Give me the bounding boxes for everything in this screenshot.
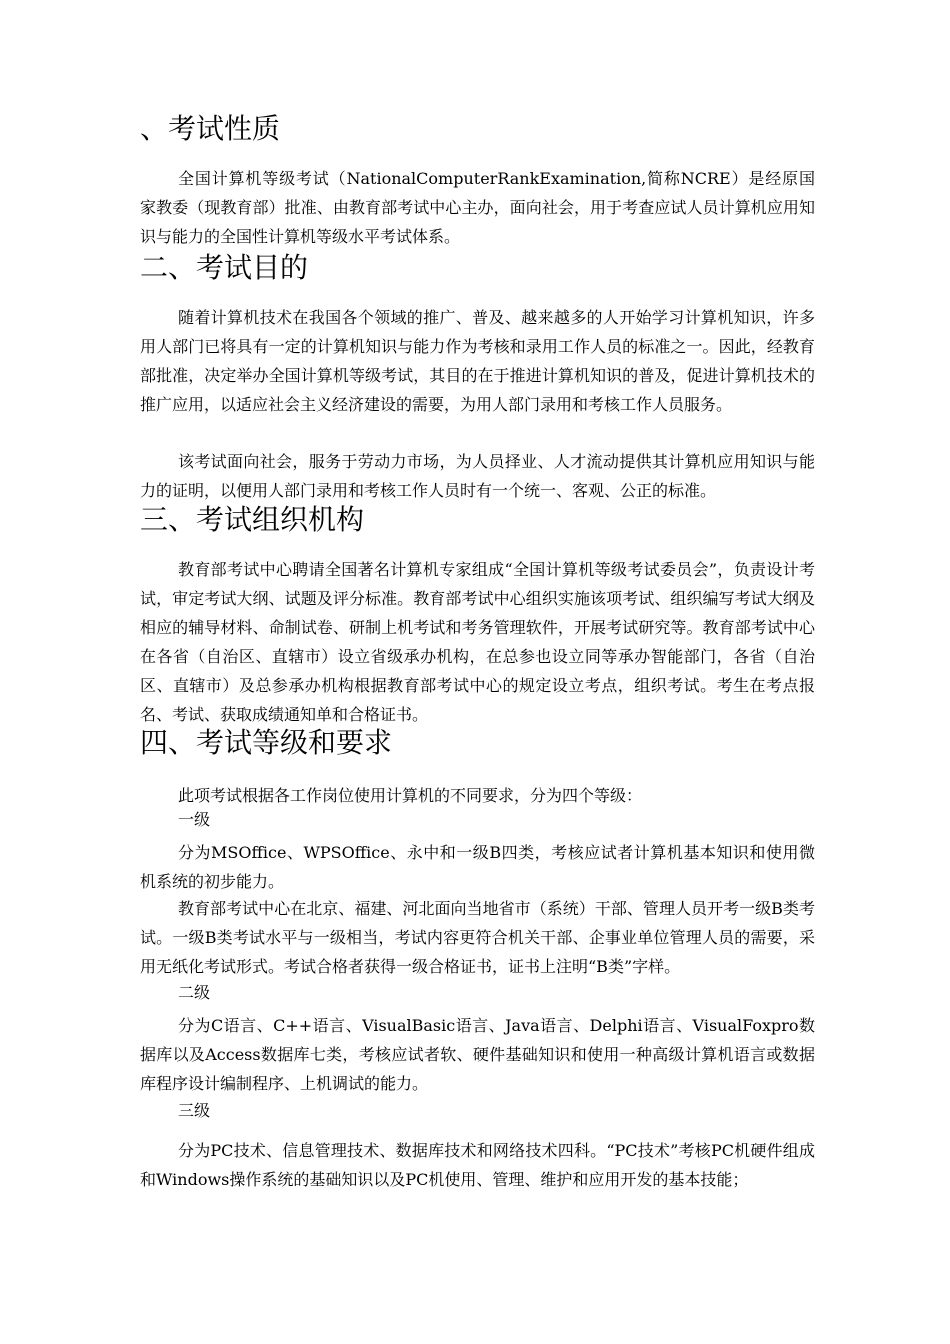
- level-label-1: 一级: [178, 810, 211, 829]
- paragraph-level-2: 分为C语言、C++语言、VisualBasic语言、Java语言、Delphi语言、VisualFoxpro数据库以及Access数据库七类，考核应试者软、硬件基础知识和使用一种高级计算机语言或数据库程序设计编制程序、上机调试的能力。: [140, 1016, 815, 1093]
- paragraph-nature: 全国计算机等级考试（NationalComputerRankExamination,简称NCRE）是经原国家教委（现教育部）批准、由教育部考试中心主办，面向社会，用于考查应试人员计算机应用知识与能力的全国性计算机等级水平考试体系。: [140, 169, 815, 246]
- level-label-3: 三级: [178, 1101, 211, 1120]
- paragraph-level-3: 分为PC技术、信息管理技术、数据库技术和网络技术四科。“PC技术”考核PC机硬件组成和Windows操作系统的基础知识以及PC机使用、管理、维护和应用开发的基本技能；: [140, 1141, 815, 1189]
- section-heading-nature: 、考试性质: [140, 112, 281, 145]
- section-heading-levels: 四、考试等级和要求: [140, 726, 393, 759]
- paragraph-level-1-a: 分为MSOffice、WPSOffice、永中和一级B四类，考核应试者计算机基本知识和使用微机系统的初步能力。: [140, 843, 815, 891]
- section-heading-organization: 三、考试组织机构: [140, 503, 365, 536]
- paragraph-purpose-2: 该考试面向社会，服务于劳动力市场，为人员择业、人才流动提供其计算机应用知识与能力的证明，以便用人部门录用和考核工作人员时有一个统一、客观、公正的标准。: [140, 452, 815, 500]
- paragraph-organization: 教育部考试中心聘请全国著名计算机专家组成“全国计算机等级考试委员会”，负责设计考试，审定考试大纲、试题及评分标准。教育部考试中心组织实施该项考试、组织编写考试大纲及相应的辅导材料、命制试卷、研制上机考试和考务管理软件，开展考试研究等。教育部考试中心在各省（自治区、直辖市）设立省级承办机构，在总参也设立同等承办智能部门，各省（自治区、直辖市）及总参承办机构根据教育部考试中心的规定设立考点，组织考试。考生在考点报名、考试、获取成绩通知单和合格证书。: [140, 560, 815, 724]
- section-heading-purpose: 二、考试目的: [140, 251, 309, 284]
- level-label-2: 二级: [178, 983, 211, 1002]
- paragraph-level-1-b: 教育部考试中心在北京、福建、河北面向当地省市（系统）干部、管理人员开考一级B类考试。一级B类考试水平与一级相当，考试内容更符合机关干部、企事业单位管理人员的需要，采用无纸化考试形式。考试合格者获得一级合格证书，证书上注明“B类”字样。: [140, 899, 815, 976]
- paragraph-levels-intro: 此项考试根据各工作岗位使用计算机的不同要求，分为四个等级：: [178, 786, 643, 805]
- paragraph-purpose-1: 随着计算机技术在我国各个领域的推广、普及、越来越多的人开始学习计算机知识，许多用人部门已将具有一定的计算机知识与能力作为考核和录用工作人员的标准之一。因此，经教育部批准，决定举办全国计算机等级考试，其目的在于推进计算机知识的普及，促进计算机技术的推广应用，以适应社会主义经济建设的需要，为用人部门录用和考核工作人员服务。: [140, 308, 815, 414]
